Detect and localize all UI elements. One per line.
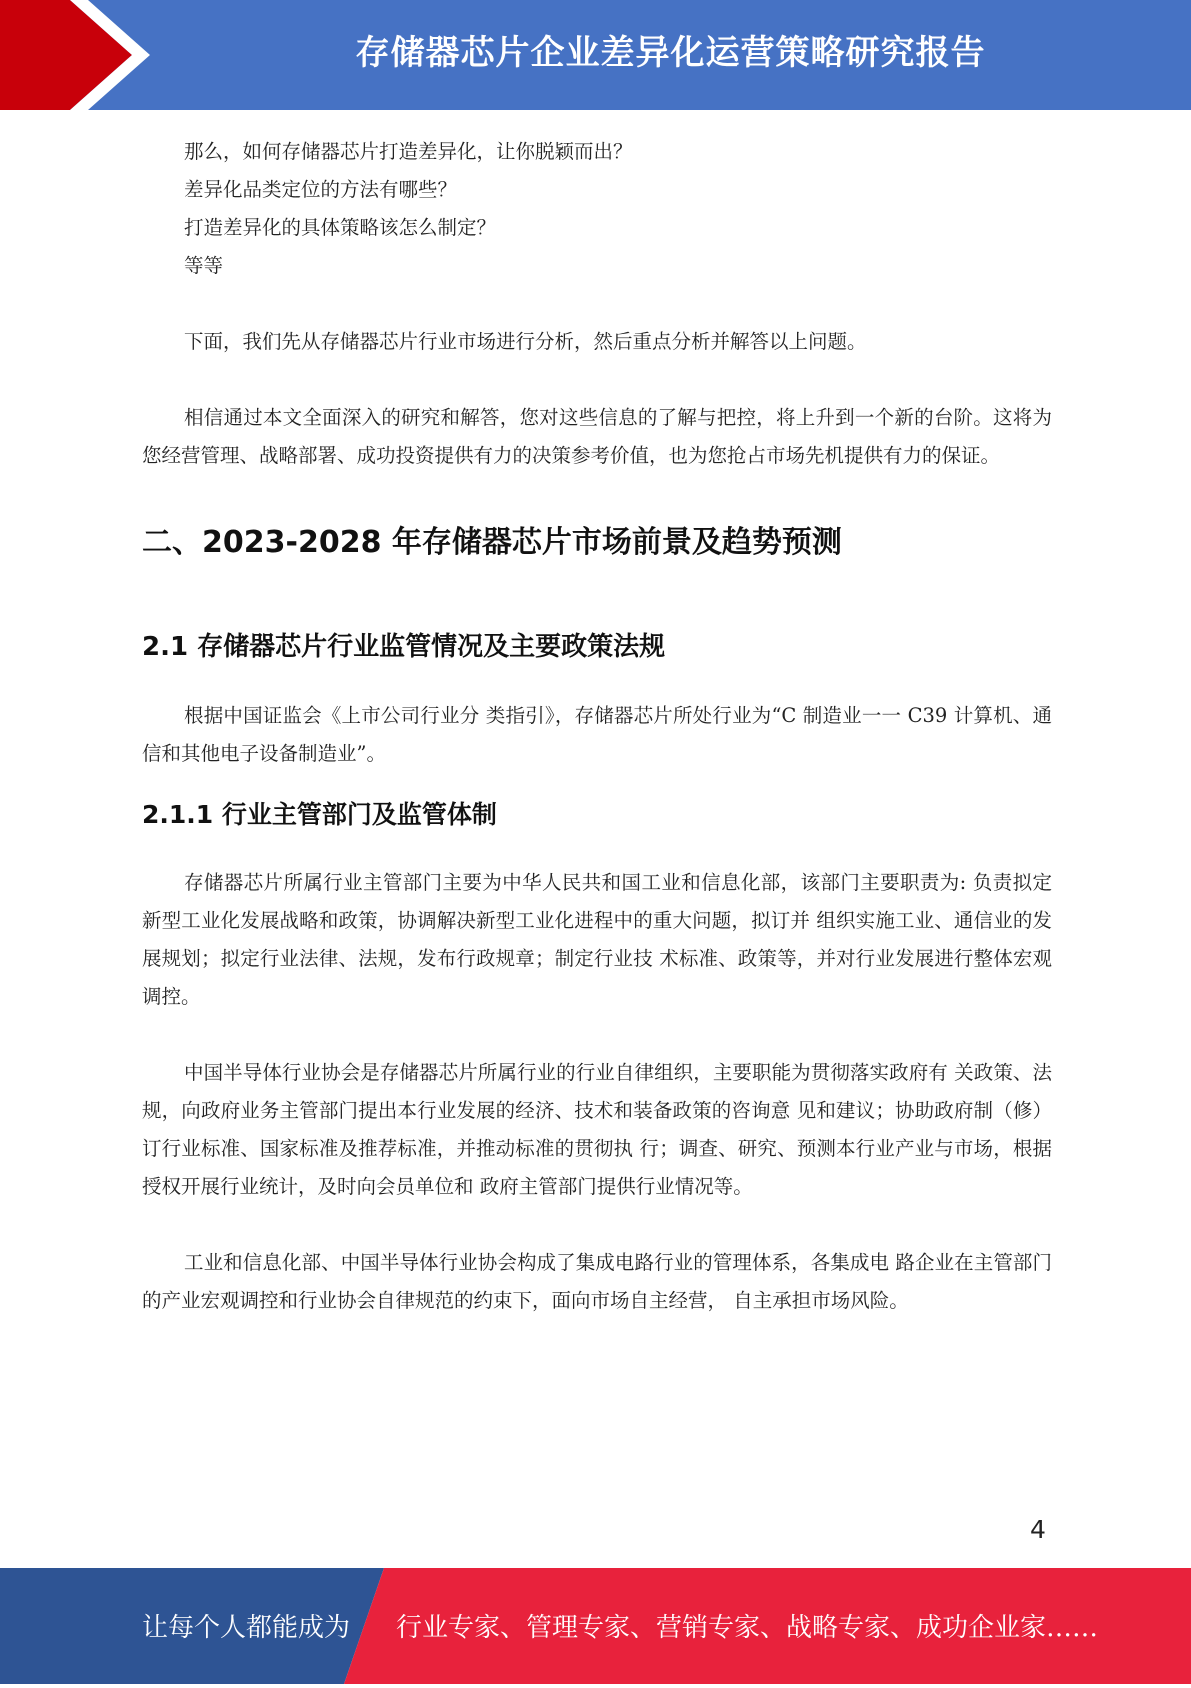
header-arrow-graphic — [0, 0, 160, 110]
intro-line: 等等 — [184, 254, 224, 277]
footer-slogan-right: 行业专家、管理专家、营销专家、战略专家、成功企业家…… — [396, 1613, 1099, 1643]
page-footer — [0, 1568, 1191, 1684]
section-heading: 二、2023-2028 年存储器芯片市场前景及趋势预测 — [142, 525, 842, 560]
subsection-heading: 2.1 存储器芯片行业监管情况及主要政策法规 — [142, 632, 666, 662]
footer-slogan-left: 让每个人都能成为 — [142, 1613, 351, 1643]
report-title: 存储器芯片企业差异化运营策略研究报告 — [355, 33, 986, 73]
paragraph-regulator: 存储器芯片所属行业主管部门主要为中华人民共和国工业和信息化部，该部门主要职责为: 负责拟定新型工业化发展战略和政策，协调解决新型工业化进程中的重大问题，拟订并 组织实施工业、通信业的发展规划；拟定行业法律、法规，发布行政规章；制定行业技 术标准、政策等，并对行业发展进行整体宏观调控。 — [142, 871, 1052, 1008]
subsubsection-heading: 2.1.1 行业主管部门及监管体制 — [142, 800, 497, 829]
page-body — [142, 133, 1052, 1320]
header-red-arrow — [0, 0, 132, 110]
intro-questions — [142, 133, 1052, 285]
intro-line: 打造差异化的具体策略该怎么制定？ — [184, 216, 497, 239]
paragraph-analysis-intro: 下面，我们先从存储器芯片行业市场进行分析，然后重点分析并解答以上问题。 — [184, 330, 867, 353]
paragraph-association: 中国半导体行业协会是存储器芯片所属行业的行业自律组织，主要职能为贯彻落实政府有 关政策、法规，向政府业务主管部门提出本行业发展的经济、技术和装备政策的咨询意 见和建议；协助政府制（修）订行业标准、国家标准及推荐标准，并推动标准的贯彻执 行；调查、研究、预测本行业产业与市场，根据授权开展行业统计，及时向会员单位和 政府主管部门提供行业情况等。 — [142, 1061, 1052, 1198]
intro-line: 那么，如何存储器芯片打造差异化，让你脱颖而出？ — [184, 140, 633, 163]
page-number: 4 — [1030, 1515, 1046, 1544]
paragraph-management-system: 工业和信息化部、中国半导体行业协会构成了集成电路行业的管理体系，各集成电 路企业在主管部门的产业宏观调控和行业协会自律规范的约束下，面向市场自主经营， 自主承担市场风险。 — [142, 1251, 1052, 1312]
intro-line: 差异化品类定位的方法有哪些？ — [184, 178, 458, 201]
paragraph-value-statement: 相信通过本文全面深入的研究和解答，您对这些信息的了解与把控，将上升到一个新的台阶。这将为您经营管理、战略部署、成功投资提供有力的决策参考价值，也为您抢占市场先机提供有力的保证。 — [142, 406, 1052, 467]
paragraph-industry-classification: 根据中国证监会《上市公司行业分 类指引》，存储器芯片所处行业为“C 制造业一一 C39 计算机、通信和其他电子设备制造业”。 — [142, 704, 1052, 765]
page-header — [0, 0, 1191, 110]
